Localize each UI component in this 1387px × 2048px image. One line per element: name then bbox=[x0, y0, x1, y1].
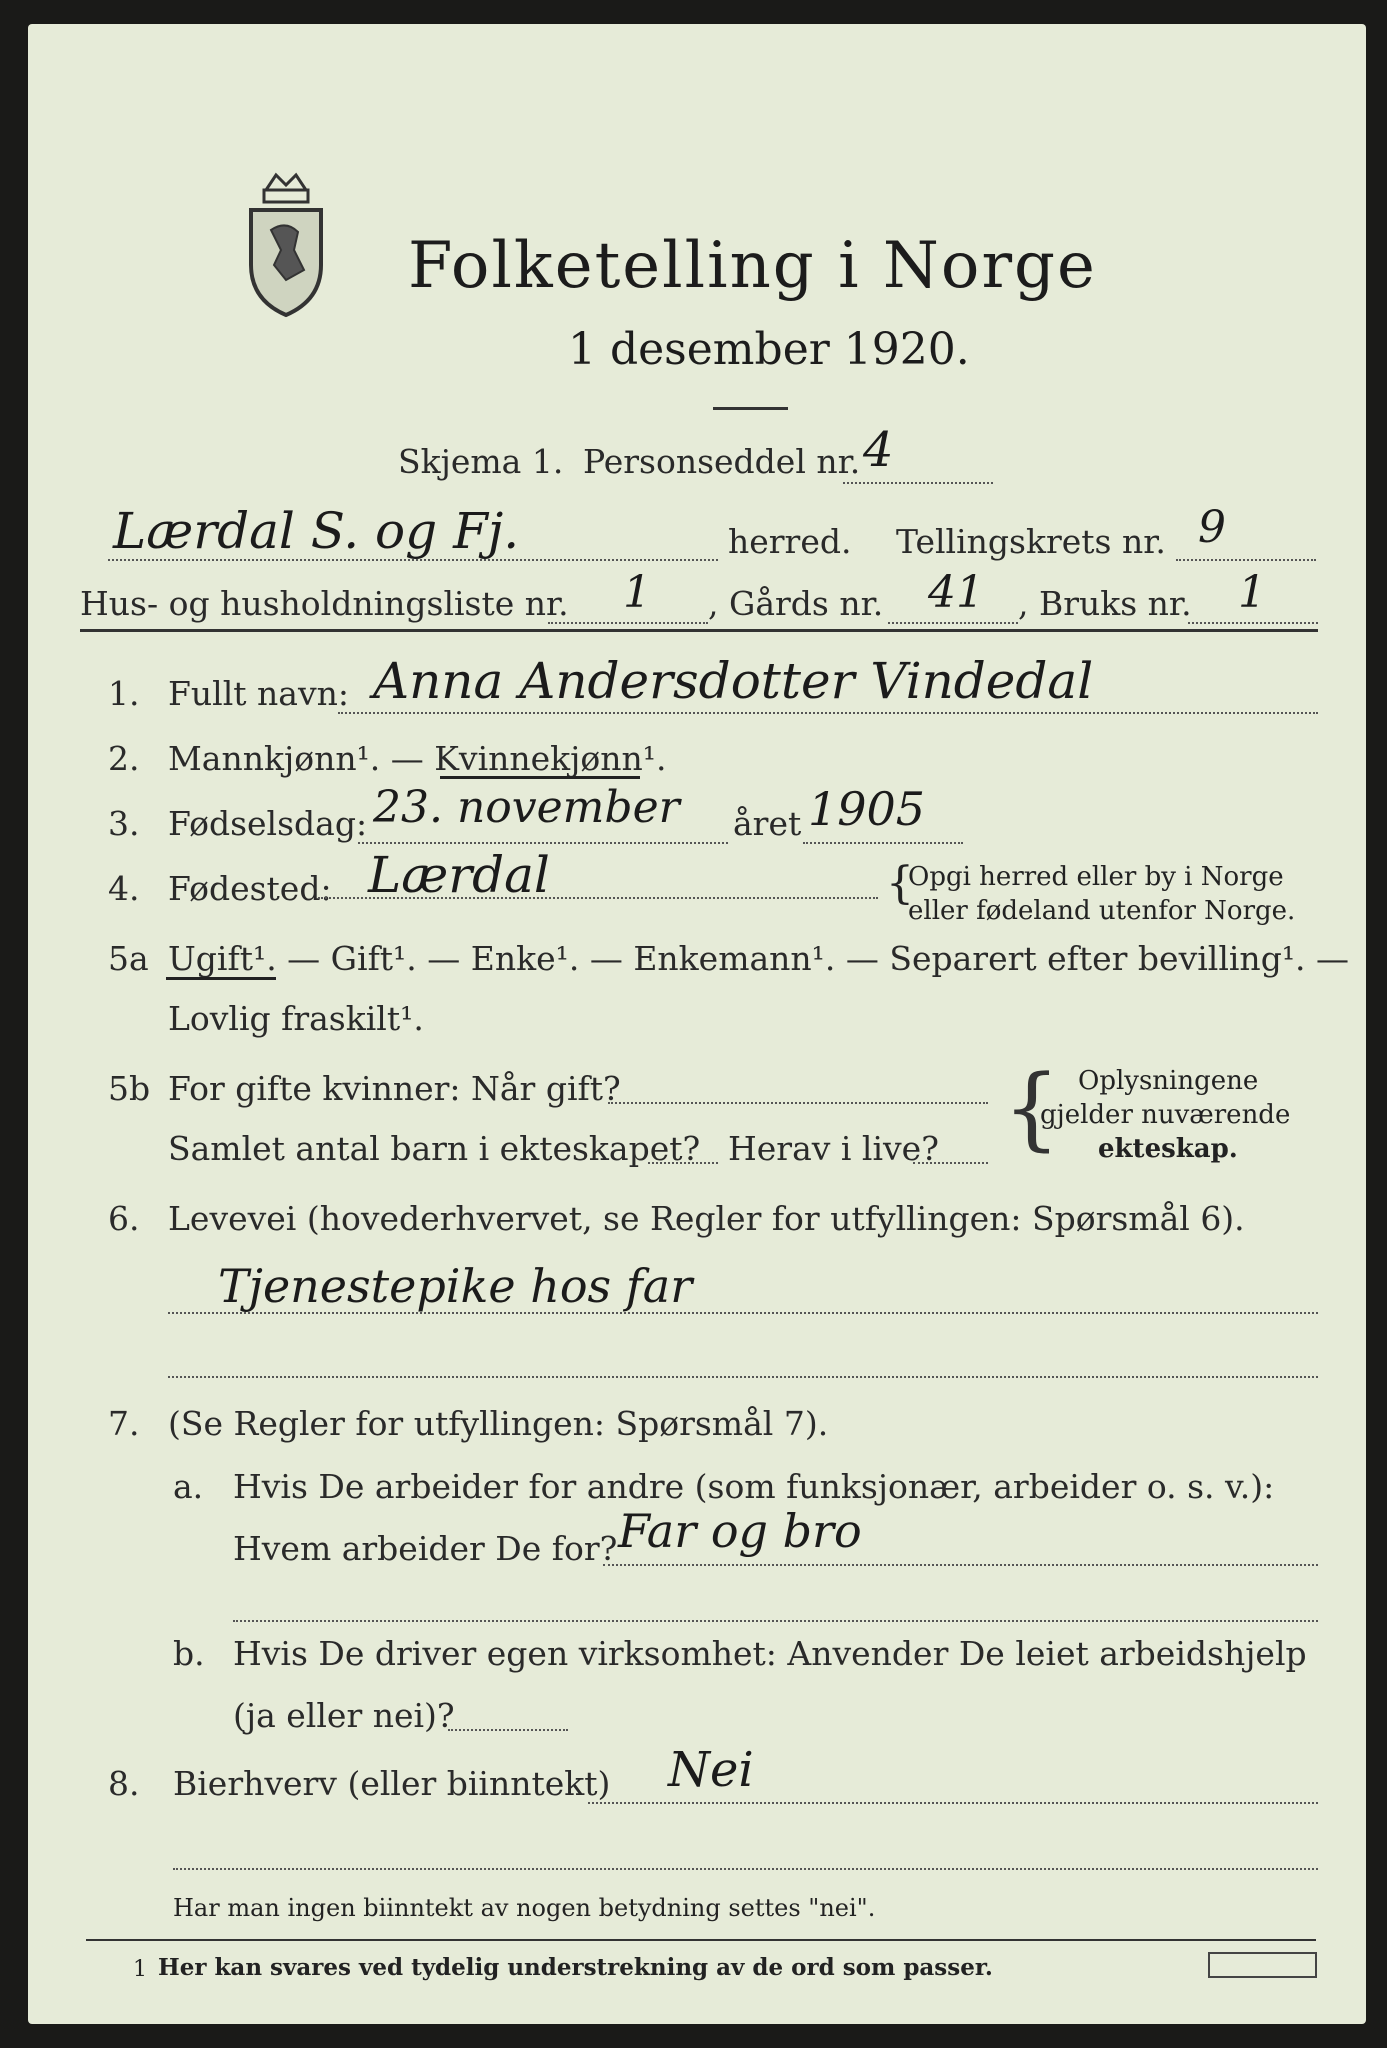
personseddel-value: 4 bbox=[863, 422, 894, 478]
q5a-underline bbox=[166, 977, 276, 980]
q4-note-2: eller fødeland utenfor Norge. bbox=[908, 896, 1296, 926]
q7-number: 7. bbox=[108, 1404, 140, 1443]
tellingskrets-value: 9 bbox=[1198, 502, 1226, 553]
q8-number: 8. bbox=[108, 1764, 140, 1803]
q7b-label-2: (ja eller nei)? bbox=[233, 1696, 455, 1735]
herred-label: herred. bbox=[728, 522, 852, 561]
q8-side-income-value: Nei bbox=[668, 1742, 754, 1798]
tellingskrets-label: Tellingskrets nr. bbox=[896, 522, 1166, 561]
q7b-number: b. bbox=[173, 1634, 205, 1673]
q2-underline bbox=[440, 776, 640, 779]
q5a-civil-status-options: Ugift¹. — Gift¹. — Enke¹. — Enkemann¹. — Separert efter bevilling¹. — bbox=[168, 939, 1350, 978]
q5b-number: 5b bbox=[108, 1069, 151, 1108]
hus-label: Hus- og husholdningsliste nr. bbox=[80, 584, 569, 623]
title-divider bbox=[713, 407, 788, 410]
footnote-rule bbox=[86, 1939, 1316, 1941]
herred-value: Lærdal S. og Fj. bbox=[113, 502, 520, 560]
q4-brace: { bbox=[886, 858, 914, 909]
q8-label: Bierhverv (eller biinntekt) bbox=[173, 1764, 611, 1803]
q4-birthplace-value: Lærdal bbox=[368, 846, 550, 904]
q3-birthday-value: 23. november bbox=[373, 782, 680, 833]
q3-year-label: året bbox=[733, 804, 802, 843]
q7a-label: Hvis De arbeider for andre (som funksjonær, arbeider o. s. v.): bbox=[233, 1467, 1275, 1506]
q5b-label-3: Herav i live? bbox=[728, 1129, 939, 1168]
bruks-value: 1 bbox=[1238, 567, 1266, 618]
q1-label: Fullt navn: bbox=[168, 674, 349, 713]
q3-number: 3. bbox=[108, 804, 140, 843]
header-rule bbox=[80, 629, 1318, 632]
form-title: Folketelling i Norge bbox=[408, 229, 1097, 303]
footnote-text: Her kan svares ved tydelig understrekning av de ord som passer. bbox=[158, 1954, 993, 1981]
schema-label: Skjema 1. bbox=[398, 442, 564, 481]
q7a-label-2: Hvem arbeider De for? bbox=[233, 1529, 618, 1568]
q5b-label-2: Samlet antal barn i ekteskapet? bbox=[168, 1129, 701, 1168]
no-income-note: Har man ingen biinntekt av nogen betydning settes "nei". bbox=[173, 1894, 876, 1922]
q5b-note-2: gjelder nuværende bbox=[1040, 1100, 1291, 1130]
q3-year-value: 1905 bbox=[808, 782, 926, 836]
coat-of-arms-icon bbox=[236, 170, 336, 320]
q3-label: Fødselsdag: bbox=[168, 804, 368, 843]
q5a-label-2: Lovlig fraskilt¹. bbox=[168, 999, 424, 1038]
q6-label: Levevei (hovederhvervet, se Regler for utfyllingen: Spørsmål 6). bbox=[168, 1199, 1245, 1238]
gards-label: , Gårds nr. bbox=[708, 584, 884, 623]
q5a-number: 5a bbox=[108, 939, 149, 978]
q5b-label: For gifte kvinner: Når gift? bbox=[168, 1069, 621, 1108]
q5b-note-3: ekteskap. bbox=[1098, 1134, 1238, 1164]
q4-label: Fødested: bbox=[168, 869, 332, 908]
q7a-number: a. bbox=[173, 1467, 204, 1506]
q6-number: 6. bbox=[108, 1199, 140, 1238]
bruks-label: , Bruks nr. bbox=[1018, 584, 1192, 623]
q5b-note-1: Oplysningene bbox=[1078, 1066, 1259, 1096]
q1-full-name-value: Anna Andersdotter Vindedal bbox=[373, 652, 1094, 710]
gards-value: 41 bbox=[928, 567, 984, 618]
census-date: 1 desember 1920. bbox=[568, 324, 970, 375]
q5b-brace: { bbox=[1003, 1056, 1061, 1161]
q7-label: (Se Regler for utfyllingen: Spørsmål 7). bbox=[168, 1404, 829, 1443]
hus-value: 1 bbox=[623, 567, 651, 618]
q4-number: 4. bbox=[108, 869, 140, 908]
q2-number: 2. bbox=[108, 739, 140, 778]
q7a-employer-value: Far og bro bbox=[618, 1504, 862, 1558]
q7b-label: Hvis De driver egen virksomhet: Anvender De leiet arbeidshjelp bbox=[233, 1634, 1307, 1673]
footnote-number: 1 bbox=[133, 1957, 147, 1982]
personseddel-label: Personseddel nr. bbox=[583, 442, 861, 481]
census-form-sheet bbox=[28, 24, 1366, 2024]
q1-number: 1. bbox=[108, 674, 140, 713]
q4-note-1: Opgi herred eller by i Norge bbox=[908, 862, 1284, 892]
printer-stamp bbox=[1208, 1952, 1317, 1978]
q6-occupation-value: Tjenestepike hos far bbox=[218, 1259, 693, 1313]
q2-gender-options: Mannkjønn¹. — Kvinnekjønn¹. bbox=[168, 739, 667, 778]
